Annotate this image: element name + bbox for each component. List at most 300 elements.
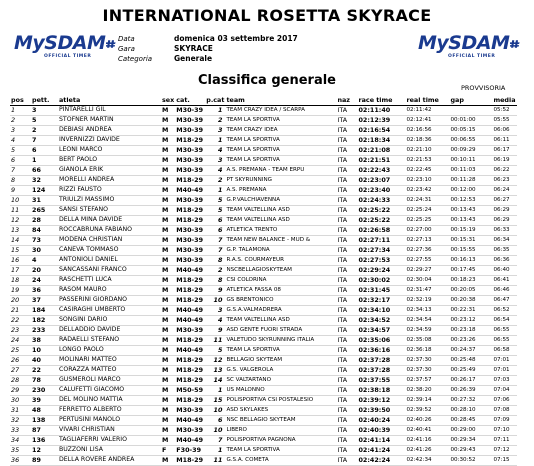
cell-category: M18-29 [175, 206, 205, 216]
table-row [10, 256, 517, 266]
cell-sex: M [161, 386, 175, 396]
cell-category: M30-39 [175, 116, 205, 126]
cell-athlete: CANEVA TOMMASO [58, 246, 161, 256]
cell-gap: 00:25:48 [449, 356, 492, 366]
logo-text: MySDAM [418, 32, 510, 54]
cell-race-time: 02:38:18 [357, 386, 405, 396]
cell-pace: 05:52 [492, 106, 516, 116]
cell-nationality: ITA [336, 276, 357, 286]
cell-real-time: 02:37:57 [405, 376, 449, 386]
cell-gap: 00:13:43 [449, 216, 492, 226]
cell-sex: M [161, 366, 175, 376]
cell-team: TEAM VALTELLINA ASD [225, 316, 336, 326]
cell-pace: 06:46 [492, 286, 516, 296]
logo-hash-icon [510, 37, 520, 51]
cell-bib: 124 [31, 186, 58, 196]
cell-athlete: STOFNER MARTIN [58, 116, 161, 126]
cell-gap: 00:16:13 [449, 256, 492, 266]
cell-team: R.A.S. COURMAYEUR [225, 256, 336, 266]
cell-bib: 136 [31, 436, 58, 446]
cell-category-position: 15 [205, 396, 225, 406]
cell-race-time: 02:21:08 [357, 146, 405, 156]
cell-sex: M [161, 416, 175, 426]
cell-race-time: 02:23:40 [357, 186, 405, 196]
cell-athlete: DELLADDIO DAVIDE [58, 326, 161, 336]
provisional-label: PROVVISORIA [461, 84, 506, 92]
cell-real-time: 02:34:59 [405, 326, 449, 336]
cell-bib: 5 [31, 116, 58, 126]
cell-sex: M [161, 276, 175, 286]
ranking-title: Classifica generale [198, 73, 336, 88]
cell-pace: 07:08 [492, 406, 516, 416]
cell-real-time: 02:35:08 [405, 336, 449, 346]
cell-gap: 00:20:38 [449, 296, 492, 306]
cell-sex: M [161, 236, 175, 246]
cell-athlete: FERRETTO ALBERTO [58, 406, 161, 416]
table-row [10, 216, 517, 226]
cell-pace: 07:06 [492, 396, 516, 406]
cell-bib: 182 [31, 316, 58, 326]
cell-gap: 00:27:32 [449, 396, 492, 406]
cell-race-time: 02:35:06 [357, 336, 405, 346]
cell-real-time: 02:23:42 [405, 186, 449, 196]
col-cat: cat. [175, 95, 205, 106]
cell-bib: 78 [31, 376, 58, 386]
cell-real-time: 02:36:18 [405, 346, 449, 356]
cell-bib: 4 [31, 256, 58, 266]
cell-team: TEAM LA SPORTIVA [225, 156, 336, 166]
cell-real-time: 02:21:53 [405, 156, 449, 166]
cell-category-position: 2 [205, 116, 225, 126]
cell-gap: 00:11:03 [449, 166, 492, 176]
cell-gap: 00:26:39 [449, 386, 492, 396]
cell-team: NSCBELLAGIOSKYTEAM [225, 266, 336, 276]
cell-category-position: 4 [205, 146, 225, 156]
cell-athlete: RADAELLI STEFANO [58, 336, 161, 346]
cell-pace: 06:11 [492, 136, 516, 146]
cell-category: M30-39 [175, 196, 205, 206]
cell-sex: M [161, 316, 175, 326]
cell-team: G.S.A. COMETA [225, 456, 336, 466]
cell-pos: 11 [10, 206, 31, 216]
cell-nationality: ITA [336, 126, 357, 136]
cell-real-time: 02:41:16 [405, 436, 449, 446]
cell-athlete: INVERNIZZI DAVIDE [58, 136, 161, 146]
cell-sex: M [161, 396, 175, 406]
cell-bib: 233 [31, 326, 58, 336]
col-team: team [225, 95, 336, 106]
cell-nationality: ITA [336, 436, 357, 446]
cell-pos: 15 [10, 246, 31, 256]
cell-category: M30-39 [175, 146, 205, 156]
cell-race-time: 02:37:28 [357, 356, 405, 366]
cell-pace: 07:09 [492, 416, 516, 426]
cell-bib: 48 [31, 406, 58, 416]
cell-category: M30-39 [175, 166, 205, 176]
cell-real-time: 02:27:36 [405, 246, 449, 256]
cell-pos: 22 [10, 316, 31, 326]
cell-category: M40-49 [175, 416, 205, 426]
cell-athlete: CORAZZA MATTEO [58, 366, 161, 376]
cell-gap: 00:12:00 [449, 186, 492, 196]
cell-pos: 8 [10, 176, 31, 186]
cell-sex: M [161, 286, 175, 296]
cell-category-position: 9 [205, 286, 225, 296]
cell-real-time: 02:39:14 [405, 396, 449, 406]
cell-category-position: 8 [205, 256, 225, 266]
logo-hash-icon [106, 37, 116, 51]
table-row [10, 376, 517, 386]
cell-race-time: 02:39:50 [357, 406, 405, 416]
cell-pos: 5 [10, 146, 31, 156]
table-row [10, 436, 517, 446]
table-row [10, 116, 517, 126]
cell-athlete: PERTUSINI MANOLO [58, 416, 161, 426]
cell-pos: 21 [10, 306, 31, 316]
cell-real-time: 02:11:42 [405, 106, 449, 116]
cell-pace: 06:36 [492, 256, 516, 266]
cell-category: M30-39 [175, 226, 205, 236]
cell-race-time: 02:22:43 [357, 166, 405, 176]
cell-race-time: 02:32:17 [357, 296, 405, 306]
cell-team: ATLETICA TRENTO [225, 226, 336, 236]
cell-bib: 39 [31, 396, 58, 406]
cell-team: BELLAGIO SKYTEAM [225, 356, 336, 366]
cell-nationality: ITA [336, 166, 357, 176]
col-media: media [493, 96, 516, 104]
cell-sex: M [161, 326, 175, 336]
cell-race-time: 02:39:12 [357, 396, 405, 406]
logo-subtext: OFFICIAL TIMER [44, 54, 92, 59]
cell-pos: 12 [10, 216, 31, 226]
cell-category: M18-29 [175, 276, 205, 286]
cell-race-time: 02:26:58 [357, 226, 405, 236]
cell-race-time: 02:41:24 [357, 446, 405, 456]
cell-pos: 32 [10, 416, 31, 426]
label-gara: Gara [118, 45, 135, 53]
table-row [10, 206, 517, 216]
cell-nationality: ITA [336, 206, 357, 216]
cell-athlete: TAGLIAFERRI VALERIO [58, 436, 161, 446]
cell-team: POLISPORTIVA CSI POSTALESIO [225, 396, 336, 406]
cell-category: M40-49 [175, 186, 205, 196]
cell-team: TEAM VALTELLINA ASD [225, 206, 336, 216]
cell-sex: M [161, 136, 175, 146]
cell-gap: 00:15:19 [449, 226, 492, 236]
cell-sex: M [161, 376, 175, 386]
cell-category: M30-39 [175, 406, 205, 416]
table-row [10, 106, 517, 116]
cell-nationality: ITA [336, 426, 357, 436]
col-pett: pett. [31, 95, 58, 106]
cell-pace: 06:41 [492, 276, 516, 286]
cell-category-position: 4 [205, 166, 225, 176]
table-row [10, 366, 517, 376]
cell-sex: M [161, 146, 175, 156]
table-row [10, 276, 517, 286]
cell-athlete: CALUFETTI GIACOMO [58, 386, 161, 396]
cell-nationality: ITA [336, 366, 357, 376]
cell-team: TEAM LA SPORTIVA [225, 116, 336, 126]
cell-category-position: 5 [205, 206, 225, 216]
cell-gap: 00:29:43 [449, 446, 492, 456]
cell-nationality: ITA [336, 456, 357, 466]
cell-category-position: 10 [205, 406, 225, 416]
cell-pace: 06:52 [492, 306, 516, 316]
cell-pos: 28 [10, 376, 31, 386]
table-row [10, 356, 517, 366]
col-real-time: real time [405, 95, 449, 106]
cell-pos: 20 [10, 296, 31, 306]
cell-bib: 30 [31, 246, 58, 256]
table-row [10, 196, 517, 206]
cell-gap: 00:01:00 [449, 116, 492, 126]
cell-gap: 00:20:05 [449, 286, 492, 296]
cell-pace: 07:12 [492, 446, 516, 456]
cell-pos: 16 [10, 256, 31, 266]
logo-subtext: OFFICIAL TIMER [448, 54, 496, 59]
cell-nationality: ITA [336, 356, 357, 366]
cell-race-time: 02:36:16 [357, 346, 405, 356]
cell-athlete: MOLINARI MATTEO [58, 356, 161, 366]
cell-category: M18-29 [175, 286, 205, 296]
cell-real-time: 02:27:00 [405, 226, 449, 236]
cell-category-position: 6 [205, 226, 225, 236]
cell-sex: M [161, 436, 175, 446]
cell-category-position: 1 [205, 186, 225, 196]
cell-team: TEAM LA SPORTIVA [225, 446, 336, 456]
cell-category: M18-29 [175, 296, 205, 306]
cell-sex: M [161, 246, 175, 256]
cell-nationality: ITA [336, 376, 357, 386]
cell-gap: 00:24:37 [449, 346, 492, 356]
cell-pos: 33 [10, 426, 31, 436]
cell-pos: 1 [10, 106, 31, 116]
cell-race-time: 02:24:33 [357, 196, 405, 206]
cell-sex: M [161, 166, 175, 176]
table-row [10, 396, 517, 406]
cell-team: TEAM VALTELLINA ASD [225, 216, 336, 226]
cell-nationality: ITA [336, 176, 357, 186]
cell-category-position: 7 [205, 436, 225, 446]
cell-category-position: 5 [205, 196, 225, 206]
cell-team: SC VALTARTANO [225, 376, 336, 386]
cell-gap: 00:23:26 [449, 336, 492, 346]
cell-team: ATLETICA FASSA 08 [225, 286, 336, 296]
cell-category: M18-29 [175, 396, 205, 406]
cell-bib: 184 [31, 306, 58, 316]
cell-bib: 24 [31, 276, 58, 286]
cell-athlete: DEBIASI ANDREA [58, 126, 161, 136]
cell-race-time: 02:34:52 [357, 316, 405, 326]
cell-pace: 05:55 [492, 116, 516, 126]
cell-pace: 07:11 [492, 436, 516, 446]
cell-real-time: 02:27:55 [405, 256, 449, 266]
cell-pos: 29 [10, 386, 31, 396]
cell-bib: 265 [31, 206, 58, 216]
cell-pace: 06:40 [492, 266, 516, 276]
cell-real-time: 02:30:04 [405, 276, 449, 286]
cell-bib: 40 [31, 356, 58, 366]
cell-sex: M [161, 306, 175, 316]
cell-nationality: ITA [336, 296, 357, 306]
cell-bib: 38 [31, 336, 58, 346]
cell-sex: M [161, 226, 175, 236]
cell-pace: 06:29 [492, 206, 516, 216]
cell-nationality: ITA [336, 106, 357, 116]
cell-category: M18-29 [175, 456, 205, 466]
cell-real-time: 02:34:13 [405, 306, 449, 316]
cell-pace: 06:17 [492, 146, 516, 156]
cell-gap: 00:05:15 [449, 126, 492, 136]
cell-race-time: 02:41:14 [357, 436, 405, 446]
cell-bib: 2 [31, 126, 58, 136]
cell-real-time: 02:42:34 [405, 456, 449, 466]
cell-gap: 00:15:55 [449, 246, 492, 256]
cell-sex: M [161, 186, 175, 196]
cell-pace: 06:55 [492, 326, 516, 336]
cell-category-position: 11 [205, 456, 225, 466]
cell-category-position: 3 [205, 126, 225, 136]
cell-race-time: 02:27:34 [357, 246, 405, 256]
cell-race-time: 02:11:40 [357, 106, 405, 116]
cell-pace: 07:01 [492, 366, 516, 376]
cell-nationality: ITA [336, 256, 357, 266]
cell-sex: M [161, 256, 175, 266]
table-row [10, 326, 517, 336]
cell-gap: 00:23:18 [449, 326, 492, 336]
cell-sex: M [161, 456, 175, 466]
cell-pace: 06:54 [492, 316, 516, 326]
table-row [10, 456, 517, 466]
cell-team: ASD SKYLAKES [225, 406, 336, 416]
cell-race-time: 02:37:55 [357, 376, 405, 386]
cell-bib: 12 [31, 446, 58, 456]
results-body [10, 106, 517, 466]
cell-category-position: 8 [205, 276, 225, 286]
cell-sex: M [161, 336, 175, 346]
cell-category-position: 2 [205, 266, 225, 276]
table-row [10, 346, 517, 356]
cell-category: M40-49 [175, 266, 205, 276]
cell-bib: 87 [31, 426, 58, 436]
table-row [10, 406, 517, 416]
cell-sex: M [161, 176, 175, 186]
cell-team: TEAM NEW BALANCE - MUD & [225, 236, 336, 246]
cell-gap: 00:15:31 [449, 236, 492, 246]
cell-pace: 06:23 [492, 176, 516, 186]
cell-sex: M [161, 426, 175, 436]
cell-pos: 23 [10, 326, 31, 336]
cell-pos: 36 [10, 456, 31, 466]
label-data: Data [118, 35, 135, 43]
cell-athlete: ROCCABRUNA FABIANO [58, 226, 161, 236]
cell-race-time: 02:21:51 [357, 156, 405, 166]
cell-bib: 36 [31, 286, 58, 296]
table-row [10, 286, 517, 296]
cell-gap: 00:23:12 [449, 316, 492, 326]
cell-bib: 7 [31, 136, 58, 146]
cell-pace: 06:22 [492, 166, 516, 176]
table-row [10, 296, 517, 306]
table-row [10, 316, 517, 326]
table-row [10, 146, 517, 156]
cell-athlete: ANTONIOLI DANIEL [58, 256, 161, 266]
table-row [10, 236, 517, 246]
value-categoria: Generale [174, 54, 213, 63]
cell-real-time: 02:32:19 [405, 296, 449, 306]
cell-pos: 9 [10, 186, 31, 196]
cell-nationality: ITA [336, 266, 357, 276]
cell-sex: M [161, 206, 175, 216]
cell-race-time: 02:29:24 [357, 266, 405, 276]
table-row [10, 446, 517, 456]
cell-bib: 138 [31, 416, 58, 426]
cell-sex: F [161, 446, 175, 456]
cell-category: M40-49 [175, 346, 205, 356]
col-race-time: race time [357, 95, 405, 106]
cell-pace: 06:35 [492, 246, 516, 256]
cell-pace: 07:01 [492, 356, 516, 366]
cell-category-position: 3 [205, 306, 225, 316]
page-title: INTERNATIONAL ROSETTA SKYRACE [102, 6, 432, 25]
cell-team: TEAM LA SPORTIVA [225, 346, 336, 356]
cell-pos: 19 [10, 286, 31, 296]
cell-athlete: BERT PAOLO [58, 156, 161, 166]
table-row [10, 136, 517, 146]
col-atleta: atleta [58, 95, 161, 106]
cell-athlete: PINTARELLI GIL [58, 106, 161, 116]
cell-team: ASD GENTE FUORI STRADA [225, 326, 336, 336]
cell-sex: M [161, 196, 175, 206]
table-row [10, 166, 517, 176]
cell-sex: M [161, 296, 175, 306]
cell-category-position: 3 [205, 156, 225, 166]
cell-race-time: 02:30:02 [357, 276, 405, 286]
cell-team: US MALONNO [225, 386, 336, 396]
cell-team: TEAM LA SPORTIVA [225, 136, 336, 146]
cell-pace: 06:58 [492, 346, 516, 356]
cell-nationality: ITA [336, 346, 357, 356]
cell-athlete: LONGO PAOLO [58, 346, 161, 356]
cell-bib: 28 [31, 216, 58, 226]
cell-athlete: RASOM MAURO [58, 286, 161, 296]
cell-team: GS BRENTONICO [225, 296, 336, 306]
cell-real-time: 02:40:26 [405, 416, 449, 426]
cell-team: G.S.A.VALMADRERA [225, 306, 336, 316]
cell-race-time: 02:12:39 [357, 116, 405, 126]
cell-team: G.P.VALCHIAVENNA [225, 196, 336, 206]
cell-real-time: 02:31:47 [405, 286, 449, 296]
cell-athlete: MODENA CHRISTIAN [58, 236, 161, 246]
cell-category: M30-39 [175, 256, 205, 266]
cell-team: POLISPORTIVA PAGNONA [225, 436, 336, 446]
cell-real-time: 02:38:20 [405, 386, 449, 396]
cell-gap: 00:17:45 [449, 266, 492, 276]
cell-pace: 06:34 [492, 236, 516, 246]
table-row [10, 426, 517, 436]
cell-pos: 17 [10, 266, 31, 276]
cell-race-time: 02:18:34 [357, 136, 405, 146]
cell-sex: M [161, 126, 175, 136]
cell-race-time: 02:42:24 [357, 456, 405, 466]
cell-team: G.S. VALGEROLA [225, 366, 336, 376]
cell-race-time: 02:34:10 [357, 306, 405, 316]
cell-nationality: ITA [336, 386, 357, 396]
cell-team: LIBERO [225, 426, 336, 436]
cell-category: M18-29 [175, 356, 205, 366]
cell-athlete: SANCASSANI FRANCO [58, 266, 161, 276]
